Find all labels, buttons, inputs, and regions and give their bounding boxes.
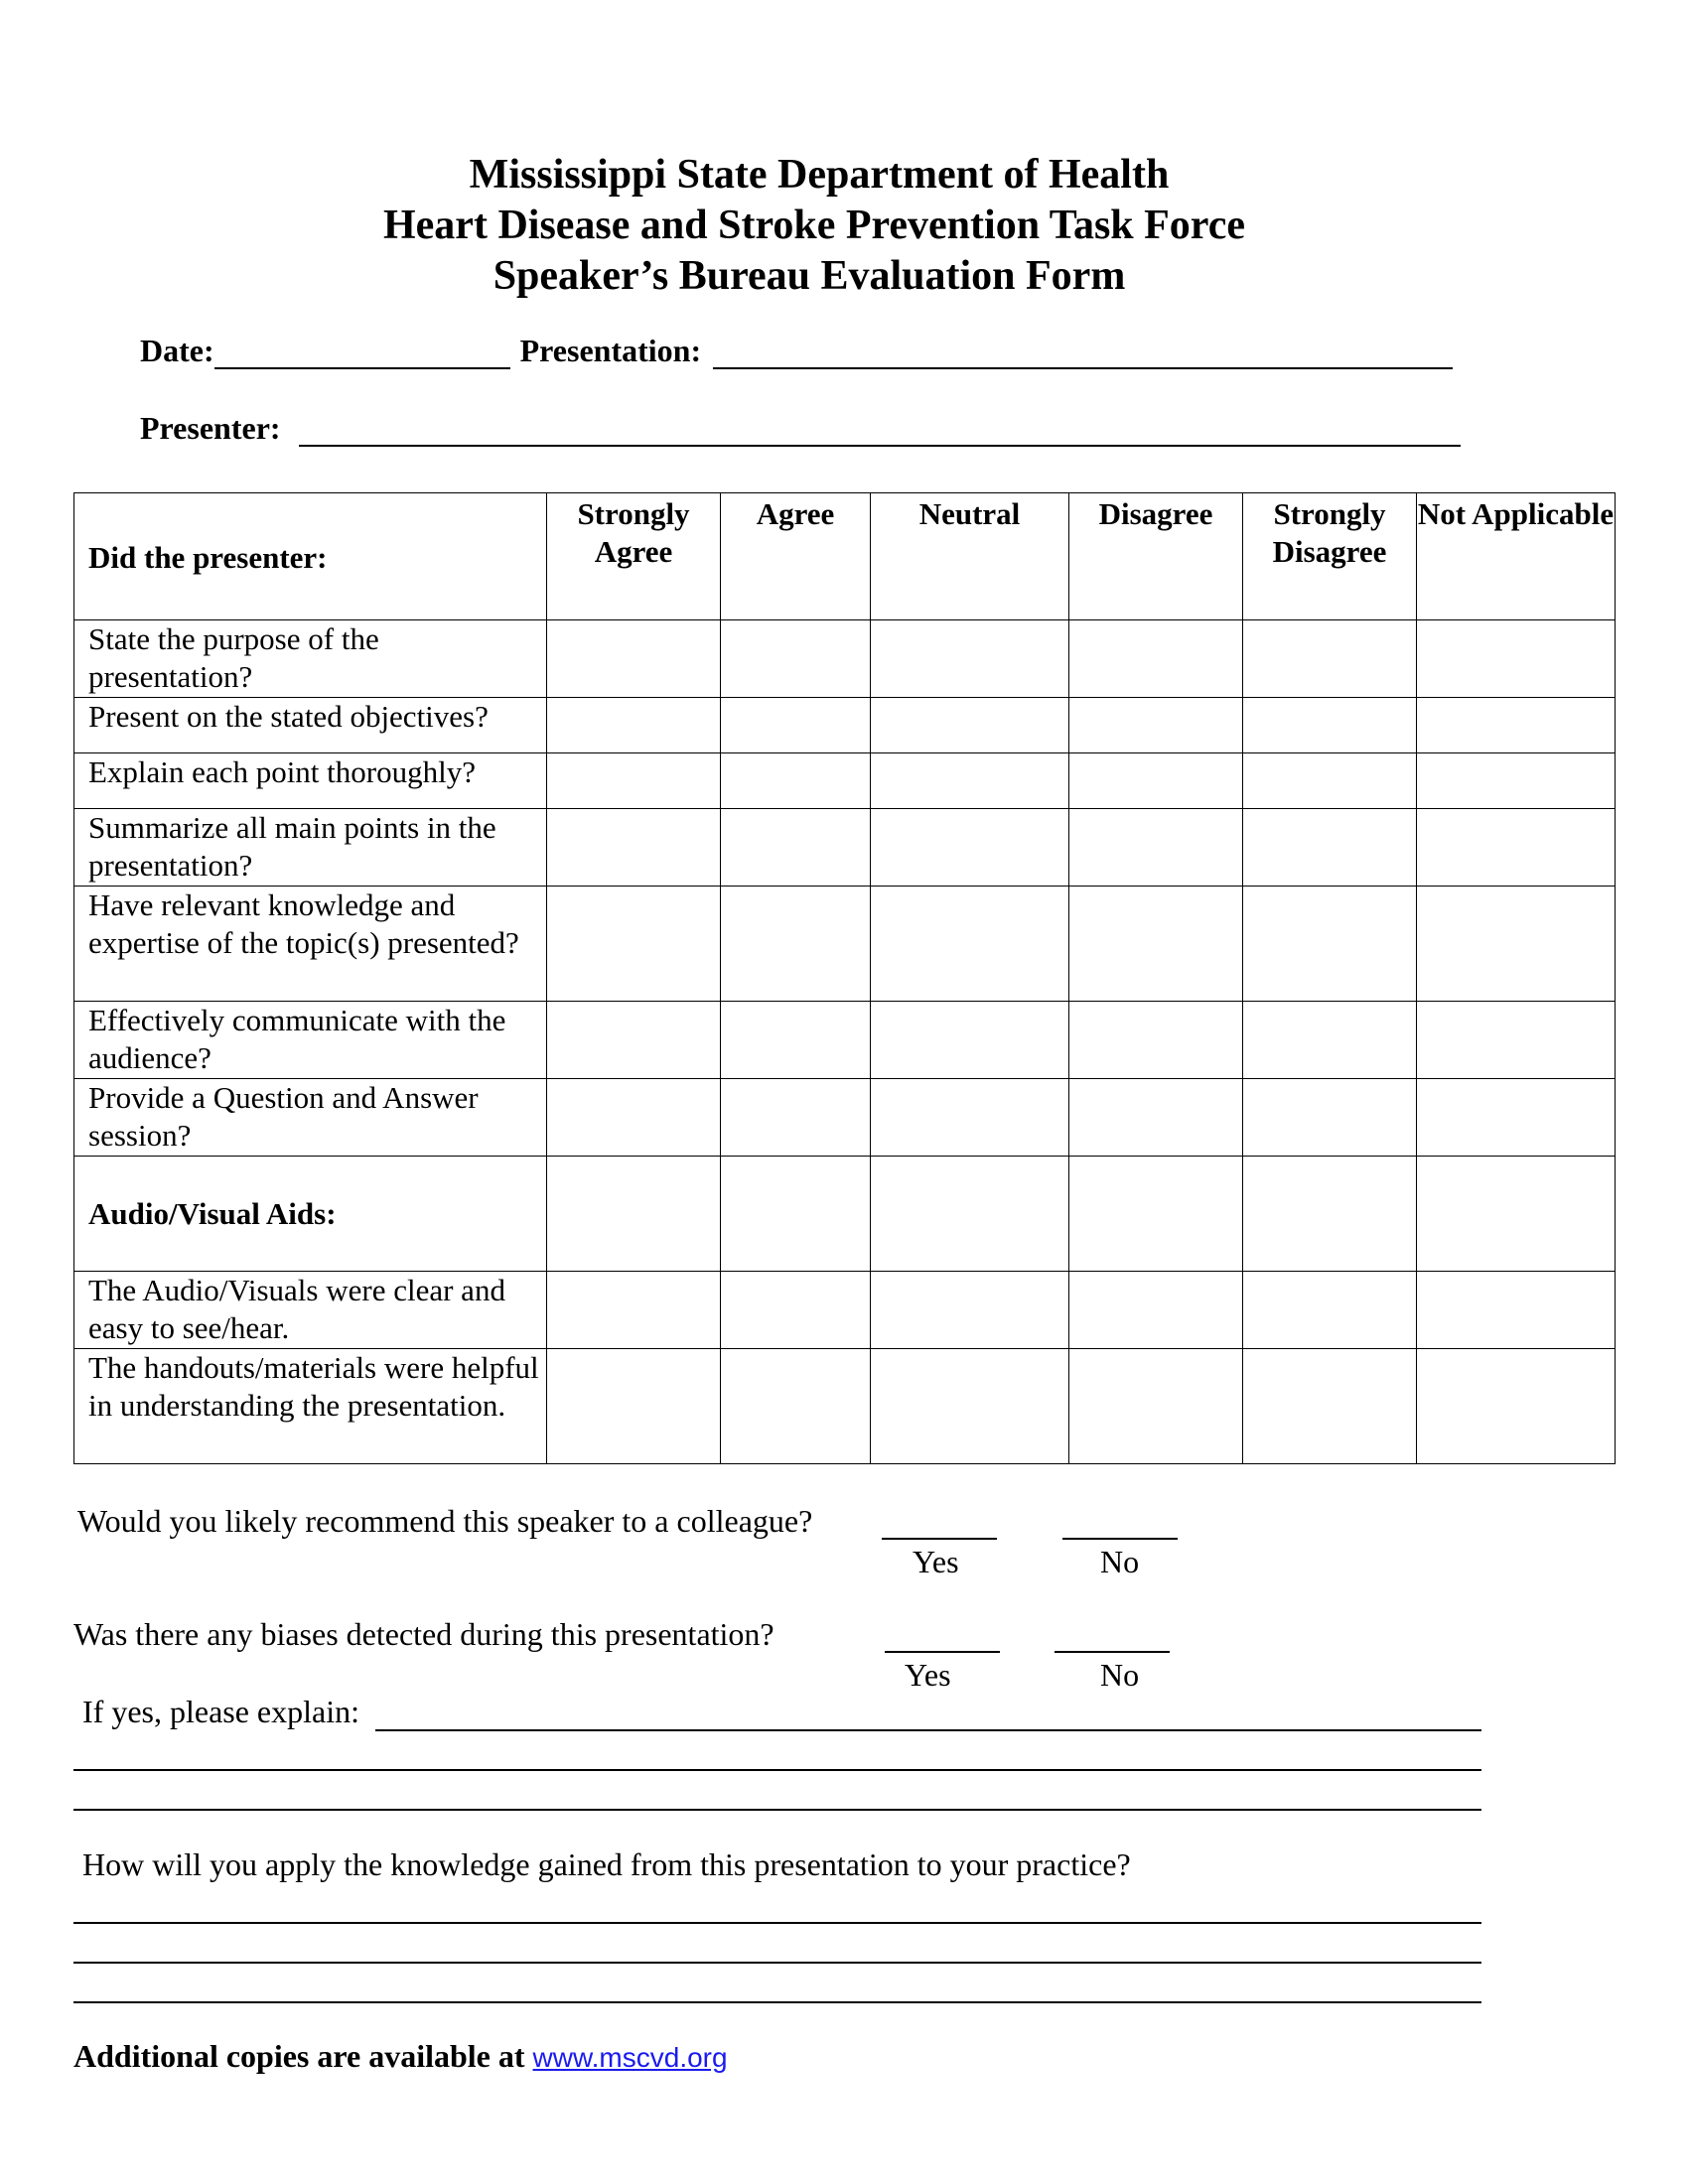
rating-cell[interactable] bbox=[721, 620, 871, 698]
rating-cell[interactable] bbox=[721, 1002, 871, 1079]
question-stated-objectives: Present on the stated objectives? bbox=[74, 698, 547, 753]
rating-cell[interactable] bbox=[721, 1349, 871, 1464]
section-audio-visual-aids: Audio/Visual Aids: bbox=[74, 1157, 547, 1272]
rating-cell[interactable] bbox=[1417, 1349, 1616, 1464]
rating-cell[interactable] bbox=[1243, 1079, 1417, 1157]
biases-no-label: No bbox=[1100, 1657, 1140, 1693]
column-strongly-disagree: Strongly Disagree bbox=[1243, 493, 1417, 620]
biases-no-blank[interactable] bbox=[1055, 1651, 1170, 1653]
apply-question: How will you apply the knowledge gained from this presentation to your practice? bbox=[82, 1846, 1131, 1882]
question-summarize-points: Summarize all main points in the presentation? bbox=[74, 809, 547, 887]
rating-cell[interactable] bbox=[1243, 753, 1417, 809]
date-label: Date: bbox=[140, 333, 214, 368]
explain-field[interactable] bbox=[375, 1729, 1481, 1731]
table-row bbox=[74, 1002, 1616, 1079]
biases-yes-label: Yes bbox=[905, 1657, 951, 1693]
rating-cell[interactable] bbox=[1243, 620, 1417, 698]
recommend-yes-label: Yes bbox=[913, 1544, 959, 1579]
explain-line[interactable] bbox=[73, 1769, 1481, 1771]
rating-cell[interactable] bbox=[721, 887, 871, 1002]
rating-cell[interactable] bbox=[871, 698, 1069, 753]
column-strongly-agree: Strongly Agree bbox=[547, 493, 721, 620]
question-state-purpose: State the purpose of the presentation? bbox=[74, 620, 547, 698]
rating-cell[interactable] bbox=[1243, 1272, 1417, 1349]
table-row bbox=[74, 698, 1616, 753]
rating-cell[interactable] bbox=[871, 1272, 1069, 1349]
rating-cell[interactable] bbox=[721, 698, 871, 753]
question-qa-session: Provide a Question and Answer session? bbox=[74, 1079, 547, 1157]
rating-cell[interactable] bbox=[1417, 1272, 1616, 1349]
rating-cell[interactable] bbox=[547, 698, 721, 753]
rating-cell[interactable] bbox=[1417, 753, 1616, 809]
apply-line[interactable] bbox=[73, 2001, 1481, 2003]
footer-text: Additional copies are available at bbox=[73, 2038, 525, 2074]
rating-cell[interactable] bbox=[1243, 1002, 1417, 1079]
mscvd-link[interactable]: www.mscvd.org bbox=[532, 2042, 728, 2073]
rating-cell[interactable] bbox=[1417, 620, 1616, 698]
apply-line[interactable] bbox=[73, 1962, 1481, 1964]
presenter-label: Presenter: bbox=[140, 410, 281, 446]
rating-cell[interactable] bbox=[871, 1079, 1069, 1157]
rating-cell[interactable] bbox=[871, 1002, 1069, 1079]
date-field[interactable] bbox=[214, 338, 510, 369]
rating-cell[interactable] bbox=[547, 1079, 721, 1157]
table-row bbox=[74, 1157, 1616, 1272]
column-agree: Agree bbox=[721, 493, 871, 620]
rating-cell[interactable] bbox=[871, 753, 1069, 809]
rating-cell[interactable] bbox=[547, 887, 721, 1002]
rating-cell[interactable] bbox=[1417, 809, 1616, 887]
table-row bbox=[74, 887, 1616, 1002]
rating-cell[interactable] bbox=[721, 809, 871, 887]
rating-cell[interactable] bbox=[871, 620, 1069, 698]
rating-cell[interactable] bbox=[1069, 1349, 1243, 1464]
rating-cell[interactable] bbox=[1069, 887, 1243, 1002]
date-presentation-row bbox=[140, 333, 1453, 369]
rating-cell[interactable] bbox=[1069, 620, 1243, 698]
rating-cell[interactable] bbox=[871, 887, 1069, 1002]
rating-cell bbox=[1417, 1157, 1616, 1272]
did-the-presenter-header: Did the presenter: bbox=[74, 493, 547, 620]
rating-cell[interactable] bbox=[547, 620, 721, 698]
footer bbox=[73, 2038, 728, 2075]
rating-cell[interactable] bbox=[1069, 1002, 1243, 1079]
form-title-organization: Mississippi State Department of Health bbox=[469, 152, 1170, 198]
question-handouts-helpful: The handouts/materials were helpful in understanding the presentation. bbox=[74, 1349, 547, 1464]
table-row bbox=[74, 1272, 1616, 1349]
rating-cell[interactable] bbox=[1243, 809, 1417, 887]
rating-cell[interactable] bbox=[721, 1272, 871, 1349]
recommend-yes-blank[interactable] bbox=[882, 1538, 997, 1540]
rating-cell[interactable] bbox=[871, 1349, 1069, 1464]
presenter-field[interactable] bbox=[299, 415, 1461, 447]
form-title-form-name: Speaker’s Bureau Evaluation Form bbox=[492, 253, 1126, 299]
rating-cell[interactable] bbox=[1069, 1079, 1243, 1157]
recommend-question: Would you likely recommend this speaker to a colleague? bbox=[77, 1503, 813, 1539]
column-not-applicable: Not Applicable bbox=[1417, 493, 1616, 620]
rating-cell bbox=[721, 1157, 871, 1272]
rating-cell[interactable] bbox=[721, 1079, 871, 1157]
rating-cell[interactable] bbox=[1069, 698, 1243, 753]
rating-cell bbox=[547, 1157, 721, 1272]
table-row bbox=[74, 753, 1616, 809]
rating-cell[interactable] bbox=[547, 809, 721, 887]
form-title-task-force: Heart Disease and Stroke Prevention Task Force bbox=[383, 203, 1245, 248]
rating-cell[interactable] bbox=[547, 1002, 721, 1079]
rating-cell[interactable] bbox=[1069, 753, 1243, 809]
biases-question: Was there any biases detected during this presentation? bbox=[73, 1616, 774, 1652]
question-relevant-knowledge: Have relevant knowledge and expertise of the topic(s) presented? bbox=[74, 887, 547, 1002]
recommend-no-label: No bbox=[1100, 1544, 1140, 1579]
rating-cell[interactable] bbox=[547, 1272, 721, 1349]
rating-cell[interactable] bbox=[1069, 809, 1243, 887]
question-audio-visuals-clear: The Audio/Visuals were clear and easy to see/hear. bbox=[74, 1272, 547, 1349]
rating-cell bbox=[1069, 1157, 1243, 1272]
rating-cell[interactable] bbox=[871, 809, 1069, 887]
explain-label: If yes, please explain: bbox=[82, 1694, 359, 1729]
rating-cell[interactable] bbox=[1417, 887, 1616, 1002]
presenter-row bbox=[140, 410, 1461, 447]
rating-cell[interactable] bbox=[1243, 1349, 1417, 1464]
rating-cell bbox=[871, 1157, 1069, 1272]
rating-cell[interactable] bbox=[1243, 698, 1417, 753]
table-row bbox=[74, 620, 1616, 698]
column-neutral: Neutral bbox=[871, 493, 1069, 620]
explain-line[interactable] bbox=[73, 1809, 1481, 1811]
rating-cell[interactable] bbox=[547, 1349, 721, 1464]
question-communicate: Effectively communicate with the audience? bbox=[74, 1002, 547, 1079]
question-explain-points: Explain each point thoroughly? bbox=[74, 753, 547, 809]
table-row bbox=[74, 1349, 1616, 1464]
rating-cell bbox=[1243, 1157, 1417, 1272]
table-row bbox=[74, 1079, 1616, 1157]
biases-yes-blank[interactable] bbox=[885, 1651, 1000, 1653]
rating-cell[interactable] bbox=[1417, 698, 1616, 753]
rating-cell[interactable] bbox=[721, 753, 871, 809]
apply-line[interactable] bbox=[73, 1922, 1481, 1924]
rating-cell[interactable] bbox=[547, 753, 721, 809]
rating-cell[interactable] bbox=[1069, 1272, 1243, 1349]
presentation-field[interactable] bbox=[713, 338, 1453, 369]
rating-cell[interactable] bbox=[1243, 887, 1417, 1002]
table-header-row bbox=[74, 493, 1616, 620]
rating-cell[interactable] bbox=[1417, 1079, 1616, 1157]
column-disagree: Disagree bbox=[1069, 493, 1243, 620]
rating-cell[interactable] bbox=[1417, 1002, 1616, 1079]
recommend-no-blank[interactable] bbox=[1062, 1538, 1178, 1540]
evaluation-table bbox=[73, 492, 1616, 1464]
presentation-label: Presentation: bbox=[519, 333, 702, 368]
table-row bbox=[74, 809, 1616, 887]
